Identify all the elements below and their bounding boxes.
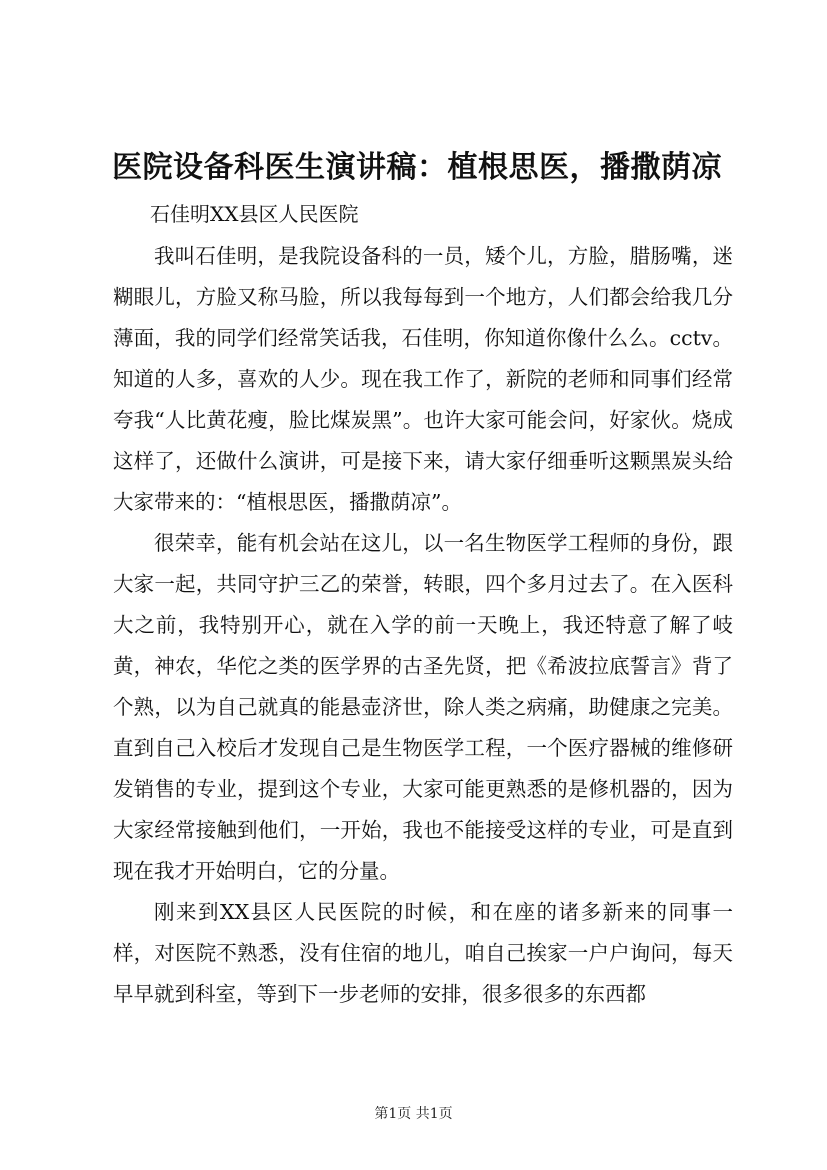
document-title: 医院设备科医生演讲稿：植根思医，播撒荫凉 <box>112 150 722 185</box>
page-footer: 第1页 共1页 <box>374 1106 453 1122</box>
document-body <box>113 236 733 1015</box>
paragraph: 我叫石佳明，是我院设备科的一员，矮个儿，方脸，腊肠嘴，迷糊眼儿，方脸又称马脸，所以我每每到一个地方，人们都会给我几分薄面，我的同学们经常笑话我，石佳明，你知道你像什么么。cctv。知道的人多，喜欢的人少。现在我工作了，新院的老师和同事们经常夸我“人比黄花瘦，脸比煤炭黑”。也许大家可能会问，好家伙。烧成这样了，还做什么演讲，可是接下来，请大家仔细垂听这颗黑炭头给大家带来的：“植根思医，播撒荫凉”。 <box>113 244 733 514</box>
paragraph: 刚来到XX县区人民医院的时候，和在座的诸多新来的同事一样，对医院不熟悉，没有住宿的地儿，咱自己挨家一户户询问，每天早早就到科室，等到下一步老师的安排，很多很多的东西都 <box>113 900 733 1006</box>
author-line: 石佳明XX县区人民医院 <box>150 202 359 226</box>
paragraph: 很荣幸，能有机会站在这儿，以一名生物医学工程师的身份，跟大家一起，共同守护三乙的荣誉，转眼，四个多月过去了。在入医科大之前，我特别开心，就在入学的前一天晚上，我还特意了解了岐黄，神农，华佗之类的医学界的古圣先贤，把《希波拉底誓言》背了个熟，以为自己就真的能悬壶济世，除人类之病痛，助健康之完美。直到自己入校后才发现自己是生物医学工程，一个医疗器械的维修研发销售的专业，提到这个专业，大家可能更熟悉的是修机器的，因为大家经常接触到他们，一开始，我也不能接受这样的专业，可是直到现在我才开始明白，它的分量。 <box>113 531 733 883</box>
